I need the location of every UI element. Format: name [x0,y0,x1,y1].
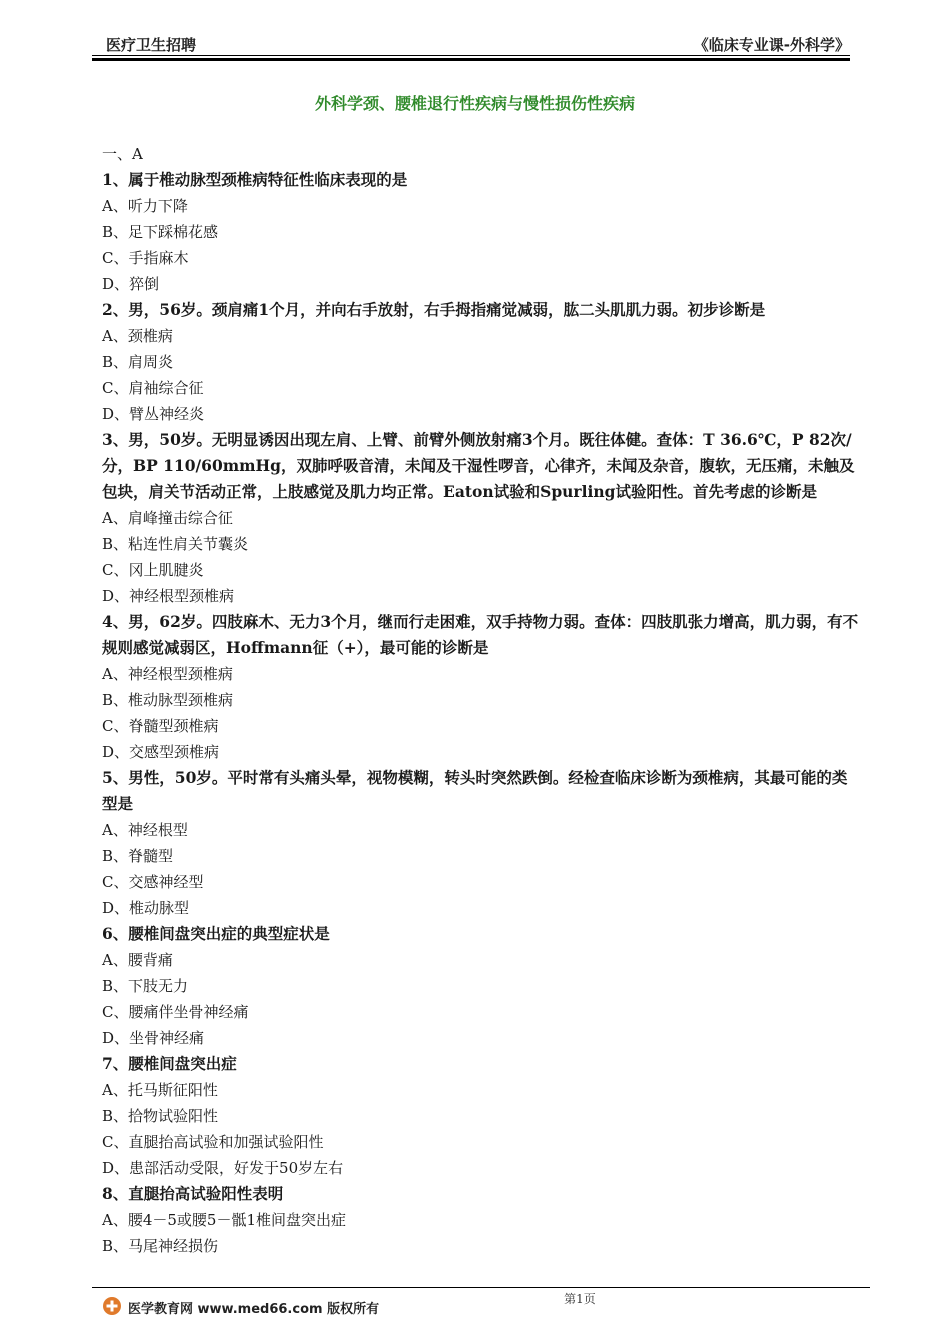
answer-option: D、交感型颈椎病 [102,743,220,761]
question-block [102,427,862,609]
answer-option: B、马尾神经损伤 [102,1237,219,1255]
answer-option: B、拾物试验阳性 [102,1107,219,1125]
answer-option: B、椎动脉型颈椎病 [102,691,234,709]
page-number: 第1页 [564,1292,596,1306]
answer-option: C、直腿抬高试验和加强试验阳性 [102,1133,324,1151]
answer-option: B、下肢无力 [102,977,189,995]
answer-option: A、腰4－5或腰5－骶1椎间盘突出症 [102,1211,347,1229]
question-stem: 5、男性，50岁。平时常有头痛头晕，视物模糊，转头时突然跌倒。经检查临床诊断为颈椎病，其最可能的类型是 [102,768,848,813]
answer-option: D、坐骨神经痛 [102,1029,205,1047]
question-stem: 4、男，62岁。四肢麻木、无力3个月，继而行走困难，双手持物力弱。查体：四肢肌张力增高，肌力弱，有不规则感觉减弱区，Hoffmann征（+），最可能的诊断是 [102,612,859,657]
question-block [102,167,862,297]
question-stem: 1、属于椎动脉型颈椎病特征性临床表现的是 [102,170,408,189]
answer-option: C、交感神经型 [102,873,204,891]
header-right-text: 《临床专业课-外科学》 [693,36,850,54]
answer-option: D、神经根型颈椎病 [102,587,235,605]
question-stem: 6、腰椎间盘突出症的典型症状是 [102,924,330,943]
answer-option: D、椎动脉型 [102,899,190,917]
answer-option: D、猝倒 [102,275,160,293]
answer-option: B、肩周炎 [102,353,174,371]
answer-option: A、神经根型颈椎病 [102,665,233,683]
answer-option: C、腰痛伴坐骨神经痛 [102,1003,249,1021]
answer-option: B、粘连性肩关节囊炎 [102,535,249,553]
answer-option: A、腰背痛 [102,951,173,969]
question-block [102,1051,862,1181]
question-block [102,765,862,921]
answer-option: C、脊髓型颈椎病 [102,717,219,735]
document-title: 外科学颈、腰椎退行性疾病与慢性损伤性疾病 [314,94,635,113]
answer-option: A、颈椎病 [102,327,173,345]
answer-option: A、肩峰撞击综合征 [102,509,233,527]
answer-option: C、手指麻木 [102,249,189,267]
footer-divider [92,1287,870,1288]
answer-option: B、脊髓型 [102,847,174,865]
question-block [102,1181,862,1259]
section-label: 一、A [102,145,143,163]
question-stem: 2、男，56岁。颈肩痛1个月，并向右手放射，右手拇指痛觉减弱，肱二头肌肌力弱。初步诊断是 [102,300,766,319]
question-block [102,921,862,1051]
answer-option: A、听力下降 [102,197,188,215]
answer-option: B、足下踩棉花感 [102,223,219,241]
header-left-text: 医疗卫生招聘 [106,36,197,54]
footer-copyright: 医学教育网 www.med66.com 版权所有 [128,1302,380,1317]
header-divider-thick [92,58,850,61]
answer-option: D、患部活动受限，好发于50岁左右 [102,1159,344,1177]
answer-option: A、托马斯征阳性 [102,1081,218,1099]
page-header [92,30,850,54]
question-block [102,297,862,427]
question-stem: 8、直腿抬高试验阳性表明 [102,1184,284,1203]
answer-option: C、冈上肌腱炎 [102,561,204,579]
question-stem: 7、腰椎间盘突出症 [102,1054,237,1073]
med66-logo-icon [102,1296,122,1316]
question-list [102,141,862,1259]
answer-option: D、臂丛神经炎 [102,405,205,423]
answer-option: C、肩袖综合征 [102,379,204,397]
question-block [102,609,862,765]
answer-option: A、神经根型 [102,821,188,839]
question-stem: 3、男，50岁。无明显诱因出现左肩、上臂、前臂外侧放射痛3个月。既往体健。查体：T 36.6℃，P 82次/分，BP 110/60mmHg，双肺呼吸音清，未闻及干湿性啰音，心律齐，未闻及杂音，腹软，无压痛，未触及包块，肩关节活动正常，上肢感觉及肌力均正常。Eaton试验和Spurling试验阳性。首先考虑的诊断是 [102,430,855,501]
header-divider-thin [92,55,850,56]
